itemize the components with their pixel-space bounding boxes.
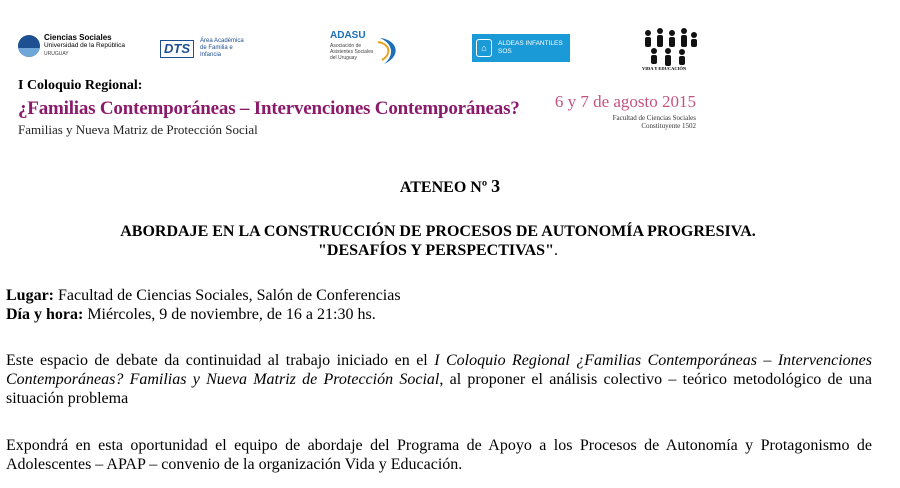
dts-mark: DTS <box>160 40 194 58</box>
sos-logo <box>472 34 570 62</box>
dts-logo <box>160 38 252 59</box>
ateneo-title <box>0 176 900 197</box>
adasu-caption: Asociación de Asistentes Sociales del Uruguay <box>330 43 374 61</box>
event-line-2: ¿Familias Contemporáneas – Intervenciones Contemporáneas? <box>18 98 520 119</box>
heading-line-2: "DESAFÍOS Y PERSPECTIVAS". <box>318 242 558 259</box>
dia-row <box>6 305 401 324</box>
event-line-1: I Coloquio Regional: <box>18 78 143 93</box>
paragraph-team: Expondrá en esta oportunidad el equipo de abordaje del Programa de Apoyo a los Procesos de Autonomía y Protagonismo de Adolescentes – APAP – convenio de la organización Vida y Educación. <box>6 437 872 473</box>
lugar-label: Lugar: <box>6 287 54 304</box>
event-address: Constituyente 1502 <box>641 122 696 130</box>
fcs-name: Ciencias Sociales <box>44 33 112 42</box>
dts-caption: Área Académica de Familia e Infancia <box>200 38 244 58</box>
heading-line-1: ABORDAJE EN LA CONSTRUCCIÓN DE PROCESOS DE AUTONOMÍA PROGRESIVA. <box>120 223 756 240</box>
fcs-country: URUGUAY <box>44 51 69 57</box>
ateneo-title-prefix: ATENEO Nº <box>399 179 488 196</box>
adasu-name: ADASU <box>330 30 366 41</box>
paragraph-continuity: Este espacio de debate da continuidad al trabajo iniciado en el I Coloquio Regional ¿Familias Contemporáneas – Intervenciones Contemporáneas? Familias y Nueva Matriz de Protección Social, al proponer el análisis colectivo – teórico metodológico de una situación problema <box>6 352 873 407</box>
sos-house-icon: ⌂ <box>476 39 492 57</box>
lugar-row <box>6 286 401 305</box>
people-icon <box>640 27 700 69</box>
event-date-block <box>555 92 696 130</box>
adasu-swoosh-icon <box>376 36 404 66</box>
event-venue: Facultad de Ciencias Sociales <box>612 114 696 122</box>
dia-label: Día y hora: <box>6 306 84 323</box>
sos-caption: ALDEAS INFANTILES SOS <box>498 40 563 55</box>
dia-value: Miércoles, 9 de noviembre, de 16 a 21:30 hs. <box>87 306 376 323</box>
fcs-emblem-icon <box>18 35 40 57</box>
fcs-logo <box>18 34 125 58</box>
vye-caption: VIDA Y EDUCACIÓN <box>642 66 687 71</box>
event-line-3: Familias y Nueva Matriz de Protección Social <box>18 122 258 137</box>
event-info <box>6 286 401 324</box>
fcs-university: Universidad de la República <box>44 42 125 49</box>
event-title-block <box>18 78 520 138</box>
ateneo-number: 3 <box>491 176 501 196</box>
event-date: 6 y 7 de agosto 2015 <box>554 92 696 111</box>
adasu-logo <box>318 28 408 68</box>
ateneo-heading <box>0 222 876 260</box>
lugar-value: Facultad de Ciencias Sociales, Salón de Conferencias <box>58 287 401 304</box>
event-banner <box>0 0 900 150</box>
vye-logo <box>640 22 700 74</box>
